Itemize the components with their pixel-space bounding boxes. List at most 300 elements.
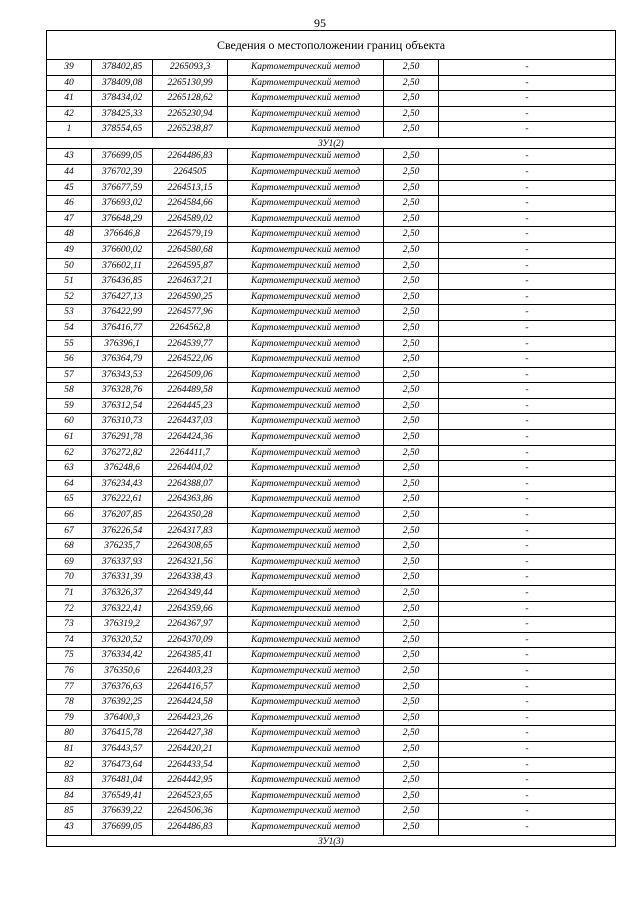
description-cell: -: [439, 367, 616, 383]
description-cell: -: [439, 227, 616, 243]
point-number-cell: 72: [47, 601, 92, 617]
y-coordinate-cell: 2265238,87: [153, 122, 228, 138]
table-row: [47, 383, 616, 399]
accuracy-cell: 2,50: [384, 289, 439, 305]
point-number-cell: 79: [47, 710, 92, 726]
point-number-cell: 43: [47, 819, 92, 835]
method-cell: Картометрический метод: [228, 164, 384, 180]
x-coordinate-cell: 376207,85: [92, 508, 153, 524]
accuracy-cell: 2,50: [384, 788, 439, 804]
x-coordinate-cell: 376639,22: [92, 804, 153, 820]
method-cell: Картометрический метод: [228, 492, 384, 508]
table-row: [47, 106, 616, 122]
accuracy-cell: 2,50: [384, 196, 439, 212]
section-label: ЗУ1(3): [47, 835, 616, 846]
x-coordinate-cell: 376364,79: [92, 352, 153, 368]
method-cell: Картометрический метод: [228, 819, 384, 835]
point-number-cell: 64: [47, 476, 92, 492]
description-cell: -: [439, 461, 616, 477]
y-coordinate-cell: 2264539,77: [153, 336, 228, 352]
y-coordinate-cell: 2264486,83: [153, 149, 228, 165]
method-cell: Картометрический метод: [228, 710, 384, 726]
y-coordinate-cell: 2264388,07: [153, 476, 228, 492]
accuracy-cell: 2,50: [384, 523, 439, 539]
method-cell: Картометрический метод: [228, 804, 384, 820]
accuracy-cell: 2,50: [384, 336, 439, 352]
table-row: [47, 367, 616, 383]
y-coordinate-cell: 2264562,8: [153, 320, 228, 336]
method-cell: Картометрический метод: [228, 383, 384, 399]
x-coordinate-cell: 376350,6: [92, 663, 153, 679]
description-cell: -: [439, 122, 616, 138]
method-cell: Картометрический метод: [228, 773, 384, 789]
accuracy-cell: 2,50: [384, 149, 439, 165]
point-number-cell: 70: [47, 570, 92, 586]
point-number-cell: 58: [47, 383, 92, 399]
description-cell: -: [439, 106, 616, 122]
accuracy-cell: 2,50: [384, 367, 439, 383]
description-cell: -: [439, 663, 616, 679]
table-row: [47, 586, 616, 602]
point-number-cell: 54: [47, 320, 92, 336]
method-cell: Картометрический метод: [228, 617, 384, 633]
table-row: [47, 710, 616, 726]
point-number-cell: 60: [47, 414, 92, 430]
description-cell: -: [439, 523, 616, 539]
table-row: [47, 289, 616, 305]
method-cell: Картометрический метод: [228, 367, 384, 383]
accuracy-cell: 2,50: [384, 430, 439, 446]
table-row: [47, 539, 616, 555]
table-row: [47, 398, 616, 414]
point-number-cell: 81: [47, 741, 92, 757]
description-cell: -: [439, 492, 616, 508]
accuracy-cell: 2,50: [384, 305, 439, 321]
table-row: [47, 91, 616, 107]
accuracy-cell: 2,50: [384, 586, 439, 602]
accuracy-cell: 2,50: [384, 741, 439, 757]
y-coordinate-cell: 2264350,28: [153, 508, 228, 524]
table-row: [47, 819, 616, 835]
y-coordinate-cell: 2264522,06: [153, 352, 228, 368]
x-coordinate-cell: 378425,33: [92, 106, 153, 122]
description-cell: -: [439, 570, 616, 586]
y-coordinate-cell: 2264403,23: [153, 663, 228, 679]
description-cell: -: [439, 601, 616, 617]
y-coordinate-cell: 2264486,83: [153, 819, 228, 835]
accuracy-cell: 2,50: [384, 492, 439, 508]
y-coordinate-cell: 2264338,43: [153, 570, 228, 586]
description-cell: -: [439, 819, 616, 835]
description-cell: -: [439, 274, 616, 290]
x-coordinate-cell: 376677,59: [92, 180, 153, 196]
accuracy-cell: 2,50: [384, 211, 439, 227]
boundary-coordinates-table: [46, 30, 616, 847]
y-coordinate-cell: 2264363,86: [153, 492, 228, 508]
description-cell: -: [439, 648, 616, 664]
table-row: [47, 757, 616, 773]
table-header-row: [47, 31, 616, 60]
method-cell: Картометрический метод: [228, 461, 384, 477]
y-coordinate-cell: 2264367,97: [153, 617, 228, 633]
accuracy-cell: 2,50: [384, 320, 439, 336]
x-coordinate-cell: 376436,85: [92, 274, 153, 290]
x-coordinate-cell: 378409,08: [92, 75, 153, 91]
table-row: [47, 75, 616, 91]
accuracy-cell: 2,50: [384, 75, 439, 91]
method-cell: Картометрический метод: [228, 305, 384, 321]
table-row: [47, 60, 616, 76]
description-cell: -: [439, 211, 616, 227]
point-number-cell: 65: [47, 492, 92, 508]
point-number-cell: 61: [47, 430, 92, 446]
description-cell: -: [439, 804, 616, 820]
point-number-cell: 43: [47, 149, 92, 165]
point-number-cell: 77: [47, 679, 92, 695]
point-number-cell: 57: [47, 367, 92, 383]
y-coordinate-cell: 2264445,23: [153, 398, 228, 414]
y-coordinate-cell: 2264433,54: [153, 757, 228, 773]
method-cell: Картометрический метод: [228, 632, 384, 648]
point-number-cell: 62: [47, 445, 92, 461]
point-number-cell: 71: [47, 586, 92, 602]
x-coordinate-cell: 376702,39: [92, 164, 153, 180]
y-coordinate-cell: 2264308,65: [153, 539, 228, 555]
accuracy-cell: 2,50: [384, 445, 439, 461]
point-number-cell: 74: [47, 632, 92, 648]
method-cell: Картометрический метод: [228, 554, 384, 570]
point-number-cell: 69: [47, 554, 92, 570]
description-cell: -: [439, 679, 616, 695]
table-row: [47, 804, 616, 820]
x-coordinate-cell: 376328,76: [92, 383, 153, 399]
x-coordinate-cell: 376549,41: [92, 788, 153, 804]
table-row: [47, 617, 616, 633]
y-coordinate-cell: 2264404,02: [153, 461, 228, 477]
description-cell: -: [439, 305, 616, 321]
point-number-cell: 47: [47, 211, 92, 227]
method-cell: Картометрический метод: [228, 726, 384, 742]
method-cell: Картометрический метод: [228, 106, 384, 122]
y-coordinate-cell: 2264424,36: [153, 430, 228, 446]
accuracy-cell: 2,50: [384, 539, 439, 555]
point-number-cell: 39: [47, 60, 92, 76]
method-cell: Картометрический метод: [228, 227, 384, 243]
description-cell: -: [439, 352, 616, 368]
point-number-cell: 59: [47, 398, 92, 414]
point-number-cell: 67: [47, 523, 92, 539]
table-row: [47, 180, 616, 196]
y-coordinate-cell: 2265230,94: [153, 106, 228, 122]
x-coordinate-cell: 376272,82: [92, 445, 153, 461]
method-cell: Картометрический метод: [228, 648, 384, 664]
y-coordinate-cell: 2264580,68: [153, 242, 228, 258]
accuracy-cell: 2,50: [384, 258, 439, 274]
table-row: [47, 122, 616, 138]
point-number-cell: 48: [47, 227, 92, 243]
table-row: [47, 508, 616, 524]
x-coordinate-cell: 376376,63: [92, 679, 153, 695]
y-coordinate-cell: 2264423,26: [153, 710, 228, 726]
method-cell: Картометрический метод: [228, 476, 384, 492]
y-coordinate-cell: 2265093,3: [153, 60, 228, 76]
accuracy-cell: 2,50: [384, 227, 439, 243]
accuracy-cell: 2,50: [384, 164, 439, 180]
description-cell: -: [439, 180, 616, 196]
table-row: [47, 554, 616, 570]
x-coordinate-cell: 376310,73: [92, 414, 153, 430]
point-number-cell: 49: [47, 242, 92, 258]
table-row: [47, 164, 616, 180]
accuracy-cell: 2,50: [384, 804, 439, 820]
accuracy-cell: 2,50: [384, 695, 439, 711]
y-coordinate-cell: 2264513,15: [153, 180, 228, 196]
accuracy-cell: 2,50: [384, 632, 439, 648]
y-coordinate-cell: 2264506,36: [153, 804, 228, 820]
y-coordinate-cell: 2264590,25: [153, 289, 228, 305]
table-row: [47, 523, 616, 539]
table-row: [47, 320, 616, 336]
table-row: [47, 445, 616, 461]
table-row: [47, 648, 616, 664]
accuracy-cell: 2,50: [384, 508, 439, 524]
method-cell: Картометрический метод: [228, 274, 384, 290]
table-row: [47, 274, 616, 290]
method-cell: Картометрический метод: [228, 320, 384, 336]
x-coordinate-cell: 376693,02: [92, 196, 153, 212]
table-row: [47, 492, 616, 508]
point-number-cell: 50: [47, 258, 92, 274]
accuracy-cell: 2,50: [384, 242, 439, 258]
method-cell: Картометрический метод: [228, 180, 384, 196]
point-number-cell: 68: [47, 539, 92, 555]
accuracy-cell: 2,50: [384, 60, 439, 76]
table-row: [47, 227, 616, 243]
table-row: [47, 726, 616, 742]
table-row: [47, 242, 616, 258]
table-row: [47, 352, 616, 368]
point-number-cell: 44: [47, 164, 92, 180]
method-cell: Картометрический метод: [228, 91, 384, 107]
point-number-cell: 75: [47, 648, 92, 664]
table-row: [47, 773, 616, 789]
y-coordinate-cell: 2264420,21: [153, 741, 228, 757]
accuracy-cell: 2,50: [384, 773, 439, 789]
accuracy-cell: 2,50: [384, 274, 439, 290]
x-coordinate-cell: 378554,65: [92, 122, 153, 138]
point-number-cell: 73: [47, 617, 92, 633]
table-row: [47, 336, 616, 352]
table-row: [47, 679, 616, 695]
x-coordinate-cell: 376481,04: [92, 773, 153, 789]
method-cell: Картометрический метод: [228, 122, 384, 138]
table-row: [47, 663, 616, 679]
y-coordinate-cell: 2265128,62: [153, 91, 228, 107]
point-number-cell: 52: [47, 289, 92, 305]
accuracy-cell: 2,50: [384, 180, 439, 196]
table-row: [47, 788, 616, 804]
section-label: ЗУ1(2): [47, 137, 616, 148]
accuracy-cell: 2,50: [384, 679, 439, 695]
point-number-cell: 41: [47, 91, 92, 107]
method-cell: Картометрический метод: [228, 788, 384, 804]
x-coordinate-cell: 376699,05: [92, 149, 153, 165]
point-number-cell: 84: [47, 788, 92, 804]
y-coordinate-cell: 2264359,66: [153, 601, 228, 617]
description-cell: -: [439, 695, 616, 711]
method-cell: Картометрический метод: [228, 289, 384, 305]
x-coordinate-cell: 376226,54: [92, 523, 153, 539]
method-cell: Картометрический метод: [228, 508, 384, 524]
method-cell: Картометрический метод: [228, 586, 384, 602]
y-coordinate-cell: 2264523,65: [153, 788, 228, 804]
x-coordinate-cell: 376416,77: [92, 320, 153, 336]
table-row: [47, 414, 616, 430]
description-cell: -: [439, 242, 616, 258]
y-coordinate-cell: 2264595,87: [153, 258, 228, 274]
description-cell: -: [439, 60, 616, 76]
x-coordinate-cell: 376396,1: [92, 336, 153, 352]
method-cell: Картометрический метод: [228, 679, 384, 695]
section-row: [47, 137, 616, 148]
method-cell: Картометрический метод: [228, 242, 384, 258]
accuracy-cell: 2,50: [384, 398, 439, 414]
x-coordinate-cell: 376320,52: [92, 632, 153, 648]
y-coordinate-cell: 2264579,19: [153, 227, 228, 243]
x-coordinate-cell: 376331,39: [92, 570, 153, 586]
point-number-cell: 40: [47, 75, 92, 91]
description-cell: -: [439, 586, 616, 602]
description-cell: -: [439, 617, 616, 633]
point-number-cell: 76: [47, 663, 92, 679]
x-coordinate-cell: 376602,11: [92, 258, 153, 274]
y-coordinate-cell: 2264437,03: [153, 414, 228, 430]
method-cell: Картометрический метод: [228, 523, 384, 539]
description-cell: -: [439, 196, 616, 212]
description-cell: -: [439, 710, 616, 726]
table-row: [47, 258, 616, 274]
description-cell: -: [439, 788, 616, 804]
description-cell: -: [439, 414, 616, 430]
accuracy-cell: 2,50: [384, 106, 439, 122]
y-coordinate-cell: 2264589,02: [153, 211, 228, 227]
point-number-cell: 42: [47, 106, 92, 122]
x-coordinate-cell: 376222,61: [92, 492, 153, 508]
description-cell: -: [439, 149, 616, 165]
point-number-cell: 85: [47, 804, 92, 820]
x-coordinate-cell: 376699,05: [92, 819, 153, 835]
method-cell: Картометрический метод: [228, 430, 384, 446]
x-coordinate-cell: 376322,41: [92, 601, 153, 617]
point-number-cell: 55: [47, 336, 92, 352]
method-cell: Картометрический метод: [228, 149, 384, 165]
accuracy-cell: 2,50: [384, 819, 439, 835]
y-coordinate-cell: 2264416,57: [153, 679, 228, 695]
y-coordinate-cell: 2264509,06: [153, 367, 228, 383]
accuracy-cell: 2,50: [384, 710, 439, 726]
x-coordinate-cell: 376443,57: [92, 741, 153, 757]
x-coordinate-cell: 378402,85: [92, 60, 153, 76]
table-row: [47, 149, 616, 165]
accuracy-cell: 2,50: [384, 757, 439, 773]
accuracy-cell: 2,50: [384, 726, 439, 742]
method-cell: Картометрический метод: [228, 336, 384, 352]
point-number-cell: 51: [47, 274, 92, 290]
description-cell: -: [439, 445, 616, 461]
description-cell: -: [439, 75, 616, 91]
accuracy-cell: 2,50: [384, 383, 439, 399]
table-row: [47, 601, 616, 617]
x-coordinate-cell: 376427,13: [92, 289, 153, 305]
accuracy-cell: 2,50: [384, 91, 439, 107]
y-coordinate-cell: 2264317,83: [153, 523, 228, 539]
description-cell: -: [439, 336, 616, 352]
method-cell: Картометрический метод: [228, 258, 384, 274]
description-cell: -: [439, 320, 616, 336]
description-cell: -: [439, 726, 616, 742]
point-number-cell: 63: [47, 461, 92, 477]
table-row: [47, 570, 616, 586]
x-coordinate-cell: 376235,7: [92, 539, 153, 555]
accuracy-cell: 2,50: [384, 617, 439, 633]
table-row: [47, 211, 616, 227]
y-coordinate-cell: 2264411,7: [153, 445, 228, 461]
point-number-cell: 66: [47, 508, 92, 524]
accuracy-cell: 2,50: [384, 601, 439, 617]
x-coordinate-cell: 376343,53: [92, 367, 153, 383]
x-coordinate-cell: 376415,78: [92, 726, 153, 742]
accuracy-cell: 2,50: [384, 122, 439, 138]
x-coordinate-cell: 376648,29: [92, 211, 153, 227]
point-number-cell: 53: [47, 305, 92, 321]
table-row: [47, 741, 616, 757]
y-coordinate-cell: 2264637,21: [153, 274, 228, 290]
section-row: [47, 835, 616, 846]
x-coordinate-cell: 376248,6: [92, 461, 153, 477]
x-coordinate-cell: 376600,02: [92, 242, 153, 258]
x-coordinate-cell: 376473,64: [92, 757, 153, 773]
accuracy-cell: 2,50: [384, 352, 439, 368]
description-cell: -: [439, 741, 616, 757]
y-coordinate-cell: 2264349,44: [153, 586, 228, 602]
point-number-cell: 82: [47, 757, 92, 773]
x-coordinate-cell: 376646,8: [92, 227, 153, 243]
x-coordinate-cell: 376400,3: [92, 710, 153, 726]
accuracy-cell: 2,50: [384, 648, 439, 664]
method-cell: Картометрический метод: [228, 539, 384, 555]
description-cell: -: [439, 539, 616, 555]
description-cell: -: [439, 476, 616, 492]
description-cell: -: [439, 383, 616, 399]
description-cell: -: [439, 508, 616, 524]
method-cell: Картометрический метод: [228, 601, 384, 617]
y-coordinate-cell: 2264584,66: [153, 196, 228, 212]
method-cell: Картометрический метод: [228, 445, 384, 461]
description-cell: -: [439, 632, 616, 648]
point-number-cell: 78: [47, 695, 92, 711]
point-number-cell: 83: [47, 773, 92, 789]
y-coordinate-cell: 2264370,09: [153, 632, 228, 648]
page-number: 95: [314, 16, 326, 30]
method-cell: Картометрический метод: [228, 570, 384, 586]
accuracy-cell: 2,50: [384, 554, 439, 570]
x-coordinate-cell: 376234,43: [92, 476, 153, 492]
description-cell: -: [439, 773, 616, 789]
x-coordinate-cell: 376312,54: [92, 398, 153, 414]
method-cell: Картометрический метод: [228, 196, 384, 212]
description-cell: -: [439, 91, 616, 107]
description-cell: -: [439, 554, 616, 570]
